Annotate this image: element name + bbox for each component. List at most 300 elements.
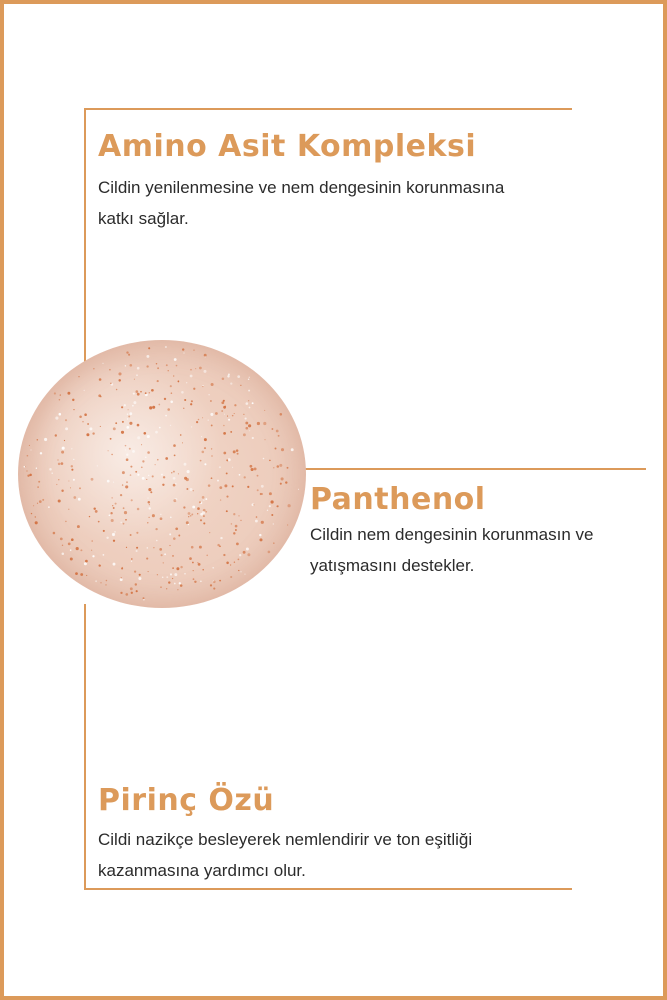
glitter-speck — [250, 465, 253, 468]
glitter-speck — [157, 367, 159, 369]
glitter-speck — [156, 540, 158, 542]
glitter-speck — [122, 484, 123, 485]
glitter-speck — [120, 494, 122, 496]
glitter-speck — [137, 508, 140, 511]
glitter-speck — [244, 574, 245, 575]
glitter-speck — [257, 422, 260, 425]
glitter-speck — [261, 521, 264, 524]
glitter-speck — [137, 436, 140, 439]
glitter-speck — [147, 547, 149, 549]
glitter-speck — [57, 459, 58, 460]
glitter-speck — [129, 422, 132, 425]
glitter-speck — [269, 492, 272, 495]
glitter-speck — [75, 572, 78, 575]
glitter-speck — [209, 532, 210, 533]
glitter-speck — [199, 546, 202, 549]
glitter-speck — [248, 379, 250, 381]
glitter-speck — [127, 418, 128, 419]
glitter-speck — [193, 490, 194, 491]
glitter-speck — [168, 581, 170, 583]
glitter-speck — [159, 427, 161, 429]
glitter-speck — [71, 469, 73, 471]
glitter-speck — [170, 401, 173, 404]
glitter-speck — [112, 505, 113, 506]
glitter-speck — [152, 406, 155, 409]
glitter-speck — [102, 363, 103, 364]
glitter-speck — [236, 449, 239, 452]
glitter-speck — [263, 458, 265, 460]
glitter-speck — [148, 475, 149, 476]
glitter-speck — [155, 464, 156, 465]
glitter-speck — [112, 533, 115, 536]
glitter-speck — [174, 573, 177, 576]
glitter-speck — [93, 368, 94, 369]
glitter-speck — [230, 382, 232, 384]
glitter-speck — [173, 477, 176, 480]
glitter-speck — [82, 421, 83, 422]
glitter-speck — [192, 562, 194, 564]
glitter-speck — [56, 484, 57, 485]
glitter-speck — [29, 445, 30, 446]
glitter-speck — [73, 496, 76, 499]
glitter-speck — [160, 517, 163, 520]
glitter-speck — [165, 415, 167, 417]
glitter-speck — [183, 408, 184, 409]
glitter-speck — [78, 376, 79, 377]
glitter-speck — [198, 419, 200, 421]
glitter-speck — [186, 382, 187, 383]
glitter-speck — [190, 369, 192, 371]
glitter-speck — [126, 481, 128, 483]
glitter-speck — [221, 410, 223, 412]
glitter-speck — [149, 507, 151, 509]
glitter-speck — [168, 370, 169, 371]
glitter-speck — [86, 433, 89, 436]
glitter-speck — [188, 512, 191, 515]
glitter-speck — [31, 450, 32, 451]
glitter-speck — [59, 413, 62, 416]
glitter-speck — [126, 454, 128, 456]
glitter-speck — [219, 486, 222, 489]
glitter-speck — [58, 479, 59, 480]
glitter-speck — [65, 521, 67, 523]
glitter-speck — [202, 569, 204, 571]
glitter-speck — [80, 549, 82, 551]
glitter-speck — [100, 582, 101, 583]
glitter-speck — [152, 475, 154, 477]
glitter-speck — [159, 548, 162, 551]
glitter-speck — [146, 479, 147, 480]
glitter-speck — [169, 545, 170, 546]
glitter-speck — [27, 475, 29, 477]
glitter-speck — [220, 499, 221, 500]
glitter-speck — [254, 467, 257, 470]
glitter-speck — [238, 570, 239, 571]
glitter-speck — [156, 363, 157, 364]
glitter-speck — [206, 555, 208, 557]
glitter-speck — [55, 417, 58, 420]
glitter-speck — [84, 390, 85, 391]
glitter-speck — [62, 553, 65, 556]
glitter-speck — [103, 530, 105, 532]
glitter-speck — [147, 435, 150, 438]
glitter-speck — [202, 451, 205, 454]
glitter-speck — [157, 574, 158, 575]
glitter-speck — [78, 498, 81, 501]
glitter-speck — [37, 503, 38, 504]
glitter-speck — [219, 546, 221, 548]
glitter-speck — [131, 561, 132, 562]
panthenol-description-line: yatışmasını destekler. — [310, 556, 475, 575]
glitter-speck — [141, 466, 143, 468]
glitter-speck — [238, 559, 240, 561]
glitter-speck — [106, 580, 108, 582]
glitter-speck — [97, 465, 98, 466]
glitter-speck — [223, 425, 225, 427]
glitter-speck — [235, 525, 238, 528]
glitter-speck — [35, 516, 36, 517]
glitter-speck — [118, 379, 120, 381]
glitter-speck — [233, 450, 236, 453]
glitter-speck — [120, 592, 122, 594]
glitter-speck — [288, 504, 291, 507]
glitter-speck — [107, 480, 110, 483]
glitter-speck — [86, 575, 87, 576]
glitter-speck — [110, 383, 111, 384]
glitter-speck — [87, 423, 89, 425]
glitter-speck — [204, 447, 206, 449]
glitter-speck — [200, 519, 202, 521]
glitter-speck — [279, 464, 282, 467]
panthenol-description — [310, 519, 655, 581]
glitter-speck — [71, 465, 73, 467]
glitter-speck — [111, 519, 114, 522]
glitter-speck — [226, 510, 228, 512]
glitter-speck — [276, 505, 278, 507]
glitter-speck — [134, 571, 136, 573]
glitter-speck — [132, 450, 135, 453]
glitter-speck — [71, 538, 74, 541]
glitter-speck — [155, 431, 158, 434]
glitter-speck — [147, 451, 150, 454]
glitter-speck — [121, 567, 123, 569]
glitter-speck — [54, 392, 56, 394]
glitter-speck — [223, 432, 226, 435]
glitter-speck — [204, 354, 207, 357]
glitter-speck — [133, 393, 135, 395]
glitter-speck — [163, 476, 165, 478]
glitter-speck — [71, 448, 72, 449]
glitter-speck — [110, 512, 112, 514]
glitter-speck — [269, 460, 271, 462]
rice-extract-description-line: kazanmasına yardımcı olur. — [98, 861, 306, 880]
glitter-speck — [232, 467, 233, 468]
glitter-speck — [53, 532, 56, 535]
glitter-speck — [109, 369, 111, 371]
amino-acid-description-line: Cildin yenilenmesine ve nem dengesinin korunmasına — [98, 178, 505, 197]
glitter-speck — [189, 557, 192, 560]
glitter-speck — [99, 564, 101, 566]
glitter-speck — [93, 507, 95, 509]
glitter-speck — [128, 416, 130, 418]
glitter-speck — [277, 465, 280, 468]
glitter-speck — [205, 511, 207, 513]
glitter-speck — [148, 517, 149, 518]
glitter-speck — [180, 434, 182, 436]
gel-glitter — [18, 340, 306, 608]
glitter-speck — [131, 499, 133, 501]
glitter-speck — [273, 542, 275, 544]
glitter-speck — [73, 459, 74, 460]
glitter-speck — [136, 550, 138, 552]
glitter-speck — [135, 471, 137, 473]
glitter-speck — [201, 436, 202, 437]
glitter-speck — [184, 399, 186, 401]
glitter-speck — [240, 520, 241, 521]
glitter-speck — [269, 505, 271, 507]
glitter-speck — [226, 562, 229, 565]
glitter-speck — [135, 583, 137, 585]
glitter-speck — [129, 412, 132, 415]
glitter-speck — [29, 474, 32, 477]
glitter-speck — [175, 483, 176, 484]
glitter-speck — [239, 554, 241, 556]
glitter-speck — [84, 413, 87, 416]
glitter-speck — [130, 466, 132, 468]
glitter-speck — [234, 561, 235, 562]
glitter-speck — [202, 386, 203, 387]
glitter-speck — [210, 400, 212, 402]
glitter-speck — [62, 545, 63, 546]
glitter-speck — [42, 499, 44, 501]
glitter-speck — [110, 438, 112, 440]
glitter-speck — [137, 424, 140, 427]
glitter-speck — [155, 528, 157, 530]
glitter-speck — [280, 483, 282, 485]
glitter-speck — [131, 558, 133, 560]
glitter-speck — [143, 599, 144, 600]
glitter-speck — [137, 393, 140, 396]
bottom-connector-line — [84, 888, 572, 890]
glitter-speck — [65, 427, 68, 430]
glitter-speck — [153, 547, 154, 548]
glitter-speck — [224, 414, 225, 415]
glitter-speck — [141, 444, 142, 445]
glitter-speck — [278, 435, 280, 437]
glitter-speck — [210, 584, 212, 586]
glitter-speck — [205, 498, 207, 500]
glitter-speck — [136, 547, 138, 549]
glitter-speck — [281, 477, 284, 480]
glitter-speck — [173, 537, 176, 540]
glitter-speck — [246, 402, 249, 405]
glitter-speck — [84, 562, 87, 565]
glitter-speck — [287, 467, 289, 469]
glitter-speck — [99, 378, 102, 381]
glitter-speck — [249, 430, 250, 431]
glitter-speck — [193, 570, 194, 571]
glitter-speck — [243, 414, 244, 415]
panthenol-description-line: Cildin nem dengesinin korunmasın ve — [310, 525, 594, 544]
glitter-speck — [91, 540, 93, 542]
glitter-speck — [120, 578, 123, 581]
glitter-speck — [91, 550, 92, 551]
glitter-speck — [196, 421, 198, 423]
glitter-speck — [37, 486, 38, 487]
glitter-speck — [181, 391, 184, 394]
glitter-speck — [121, 431, 124, 434]
glitter-speck — [150, 491, 152, 493]
glitter-speck — [89, 516, 90, 517]
glitter-speck — [184, 463, 187, 466]
glitter-speck — [130, 474, 132, 476]
glitter-speck — [128, 409, 129, 410]
glitter-speck — [211, 383, 214, 386]
glitter-speck — [143, 597, 145, 599]
glitter-speck — [133, 401, 136, 404]
glitter-speck — [73, 479, 75, 481]
glitter-speck — [193, 349, 194, 350]
glitter-speck — [243, 433, 246, 436]
glitter-speck — [77, 525, 80, 528]
glitter-speck — [232, 485, 234, 487]
glitter-speck — [145, 457, 146, 458]
glitter-speck — [226, 472, 228, 474]
glitter-speck — [249, 377, 250, 378]
rice-extract-title: Pirinç Özü — [98, 783, 275, 818]
glitter-speck — [219, 466, 221, 468]
glitter-speck — [136, 590, 138, 592]
glitter-speck — [27, 455, 29, 457]
glitter-speck — [223, 554, 225, 556]
glitter-speck — [126, 426, 129, 429]
glitter-speck — [143, 432, 146, 435]
glitter-speck — [121, 577, 122, 578]
glitter-speck — [65, 419, 67, 421]
glitter-speck — [291, 448, 294, 451]
glitter-speck — [259, 534, 261, 536]
glitter-speck — [252, 437, 254, 439]
glitter-speck — [184, 573, 186, 575]
glitter-speck — [160, 586, 162, 588]
glitter-speck — [139, 574, 141, 576]
glitter-speck — [190, 375, 193, 378]
glitter-speck — [222, 378, 225, 381]
glitter-speck — [280, 413, 283, 416]
glitter-speck — [118, 372, 121, 375]
glitter-speck — [247, 553, 250, 556]
glitter-speck — [113, 540, 115, 542]
glitter-speck — [162, 576, 164, 578]
glitter-speck — [68, 509, 69, 510]
glitter-speck — [140, 391, 142, 393]
glitter-speck — [256, 516, 258, 518]
glitter-speck — [213, 588, 215, 590]
glitter-speck — [191, 400, 193, 402]
glitter-speck — [170, 425, 171, 426]
glitter-speck — [172, 567, 174, 569]
glitter-speck — [128, 354, 130, 356]
glitter-speck — [164, 398, 166, 400]
glitter-speck — [202, 511, 205, 514]
glitter-speck — [226, 496, 228, 498]
glitter-speck — [137, 474, 139, 476]
glitter-speck — [287, 524, 288, 525]
glitter-speck — [58, 499, 61, 502]
glitter-speck — [227, 375, 229, 377]
glitter-speck — [138, 577, 141, 580]
glitter-speck — [147, 498, 148, 499]
glitter-speck — [152, 514, 155, 517]
glitter-speck — [237, 453, 239, 455]
top-connector-line — [84, 108, 572, 110]
glitter-speck — [190, 403, 192, 405]
glitter-speck — [238, 515, 239, 516]
glitter-speck — [204, 438, 207, 441]
glitter-speck — [73, 409, 74, 410]
glitter-speck — [172, 555, 174, 557]
glitter-speck — [298, 489, 299, 490]
glitter-speck — [151, 389, 154, 392]
glitter-speck — [180, 584, 183, 587]
glitter-speck — [257, 475, 259, 477]
glitter-speck — [55, 434, 57, 436]
glitter-speck — [240, 385, 241, 386]
left-connector-line-lower — [84, 604, 86, 890]
glitter-speck — [126, 351, 128, 353]
glitter-speck — [113, 427, 116, 430]
glitter-speck — [243, 551, 246, 554]
glitter-speck — [202, 417, 203, 418]
glitter-speck — [125, 445, 127, 447]
glitter-speck — [228, 458, 231, 461]
glitter-speck — [105, 584, 106, 585]
glitter-speck — [106, 537, 108, 539]
glitter-speck — [245, 427, 248, 430]
glitter-speck — [72, 399, 74, 401]
glitter-speck — [186, 521, 189, 524]
glitter-speck — [186, 478, 189, 481]
glitter-speck — [166, 364, 168, 366]
glitter-speck — [212, 567, 214, 569]
glitter-speck — [80, 573, 83, 576]
glitter-speck — [126, 458, 129, 461]
glitter-speck — [271, 500, 274, 503]
glitter-speck — [244, 476, 246, 478]
glitter-speck — [227, 416, 228, 417]
glitter-speck — [60, 394, 61, 395]
glitter-speck — [148, 571, 149, 572]
glitter-speck — [200, 581, 202, 583]
glitter-speck — [130, 587, 133, 590]
glitter-speck — [95, 510, 98, 513]
glitter-speck — [142, 460, 144, 462]
glitter-speck — [234, 404, 236, 406]
glitter-speck — [211, 477, 213, 479]
glitter-speck — [125, 519, 127, 521]
glitter-speck — [245, 422, 248, 425]
glitter-speck — [208, 394, 209, 395]
glitter-speck — [92, 432, 94, 434]
glitter-speck — [179, 582, 181, 584]
glitter-speck — [198, 563, 201, 566]
glitter-speck — [142, 477, 145, 480]
glitter-speck — [169, 533, 171, 535]
glitter-speck — [129, 364, 132, 367]
glitter-speck — [134, 379, 135, 380]
glitter-speck — [44, 438, 47, 441]
glitter-speck — [125, 485, 128, 488]
